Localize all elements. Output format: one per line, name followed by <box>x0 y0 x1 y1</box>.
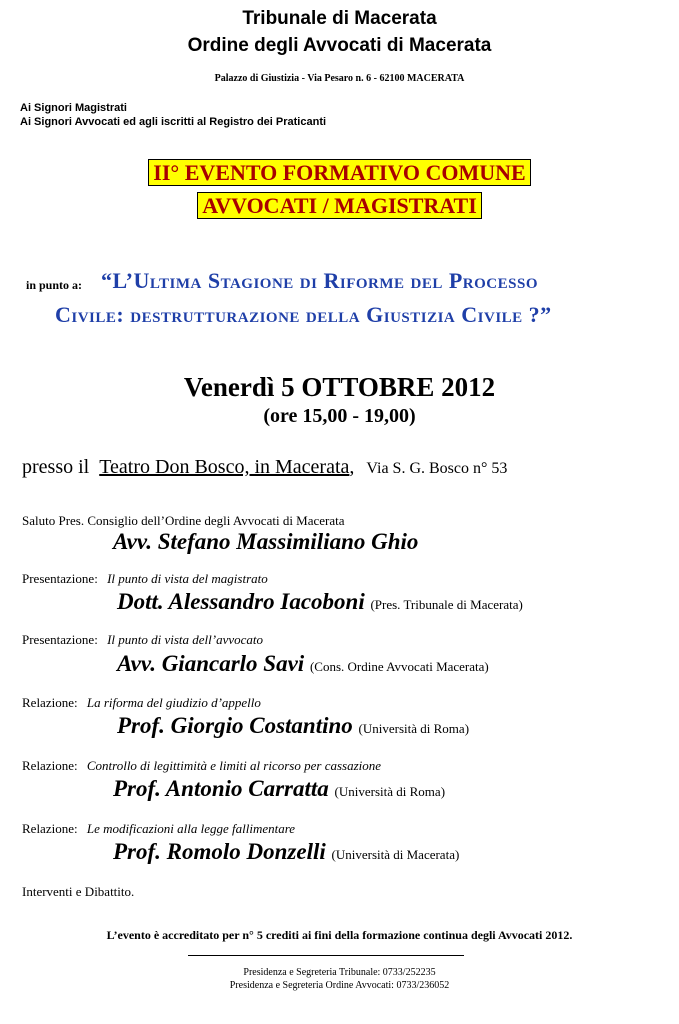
event-title-line-2: AVVOCATI / MAGISTRATI <box>197 192 482 219</box>
program-intro-label: Presentazione: <box>22 632 98 647</box>
speaker-affiliation: (Cons. Ordine Avvocati Macerata) <box>309 659 489 674</box>
program-intro-title: Controllo di legittimità e limiti al ricorso per cassazione <box>86 758 382 773</box>
order-title: Ordine degli Avvocati di Macerata <box>187 35 492 56</box>
venue-street: Via S. G. Bosco n° 53 <box>366 460 508 477</box>
recipient-lawyers: Ai Signori Avvocati ed agli iscritti al Registro dei Praticanti <box>20 116 327 128</box>
program-speaker-5 <box>113 776 445 802</box>
program-intro-4 <box>22 695 261 711</box>
venue-line <box>22 456 507 479</box>
program-speaker-6 <box>113 839 459 865</box>
program-speaker-4 <box>117 713 469 739</box>
footer-phone-tribunal: Presidenza e Segreteria Tribunale: 0733/252235 <box>243 967 436 978</box>
program-speaker-2 <box>117 589 523 615</box>
event-title-line-1: II° EVENTO FORMATIVO COMUNE <box>148 159 530 186</box>
footer-phone-order: Presidenza e Segreteria Ordine Avvocati: 0733/236052 <box>229 980 450 991</box>
program-intro-5 <box>22 758 381 774</box>
event-date: Venerdì 5 OTTOBRE 2012 <box>183 372 496 402</box>
program-intro-3 <box>22 632 263 648</box>
speaker-affiliation: (Pres. Tribunale di Macerata) <box>370 597 523 612</box>
speaker-name: Avv. Giancarlo Savi <box>117 651 305 676</box>
speaker-name: Prof. Giorgio Costantino <box>117 713 353 738</box>
speaker-name: Dott. Alessandro Iacoboni <box>117 589 365 614</box>
speaker-affiliation: (Università di Macerata) <box>331 847 460 862</box>
program-intro-1 <box>22 513 345 529</box>
venue-prefix: presso il <box>22 456 90 478</box>
tribunal-title: Tribunale di Macerata <box>242 8 437 29</box>
program-speaker-3 <box>117 651 489 677</box>
speaker-name: Avv. Stefano Massimiliano Ghio <box>113 529 419 554</box>
topic-prefix: in punto a: <box>26 278 83 292</box>
program-intro-title: Il punto di vista del magistrato <box>107 571 268 586</box>
footer-divider <box>188 955 464 956</box>
recipient-magistrates: Ai Signori Magistrati <box>20 102 127 114</box>
speaker-affiliation: (Università di Roma) <box>358 721 470 736</box>
program-intro-title: Le modificazioni alla legge fallimentare <box>86 821 296 836</box>
program-speaker-1 <box>113 529 418 555</box>
topic-line-1: “L’Ultima Stagione di Riforme del Processo <box>101 268 538 293</box>
program-intro-label: Relazione: <box>22 695 78 710</box>
program-intro-6 <box>22 821 295 837</box>
program-intro-2 <box>22 571 268 587</box>
address: Palazzo di Giustizia - Via Pesaro n. 6 - 62100 MACERATA <box>214 73 465 84</box>
venue-comma: , <box>349 456 355 478</box>
speaker-name: Prof. Antonio Carratta <box>113 776 329 801</box>
closing-text: Interventi e Dibattito. <box>22 884 135 899</box>
event-title-row-2 <box>0 194 679 218</box>
speaker-name: Prof. Romolo Donzelli <box>113 839 326 864</box>
program-intro-label: Relazione: <box>22 821 78 836</box>
program-intro-label: Saluto Pres. Consiglio dell’Ordine degli Avvocati di Macerata <box>22 513 345 528</box>
program-intro-label: Presentazione: <box>22 571 98 586</box>
program-intro-title: Il punto di vista dell’avvocato <box>107 632 264 647</box>
credits-note: L’evento è accreditato per n° 5 crediti ai fini della formazione continua degli Avvocati 2012. <box>106 928 573 942</box>
program-intro-title: La riforma del giudizio d’appello <box>86 695 261 710</box>
program-intro-label: Relazione: <box>22 758 78 773</box>
event-hours: (ore 15,00 - 19,00) <box>263 405 416 427</box>
speaker-affiliation: (Università di Roma) <box>334 784 446 799</box>
event-title-row-1 <box>0 161 679 185</box>
venue-place: Teatro Don Bosco, in Macerata <box>99 456 350 478</box>
topic-line-2: Civile: destrutturazione della Giustizia Civile ?” <box>55 302 552 327</box>
